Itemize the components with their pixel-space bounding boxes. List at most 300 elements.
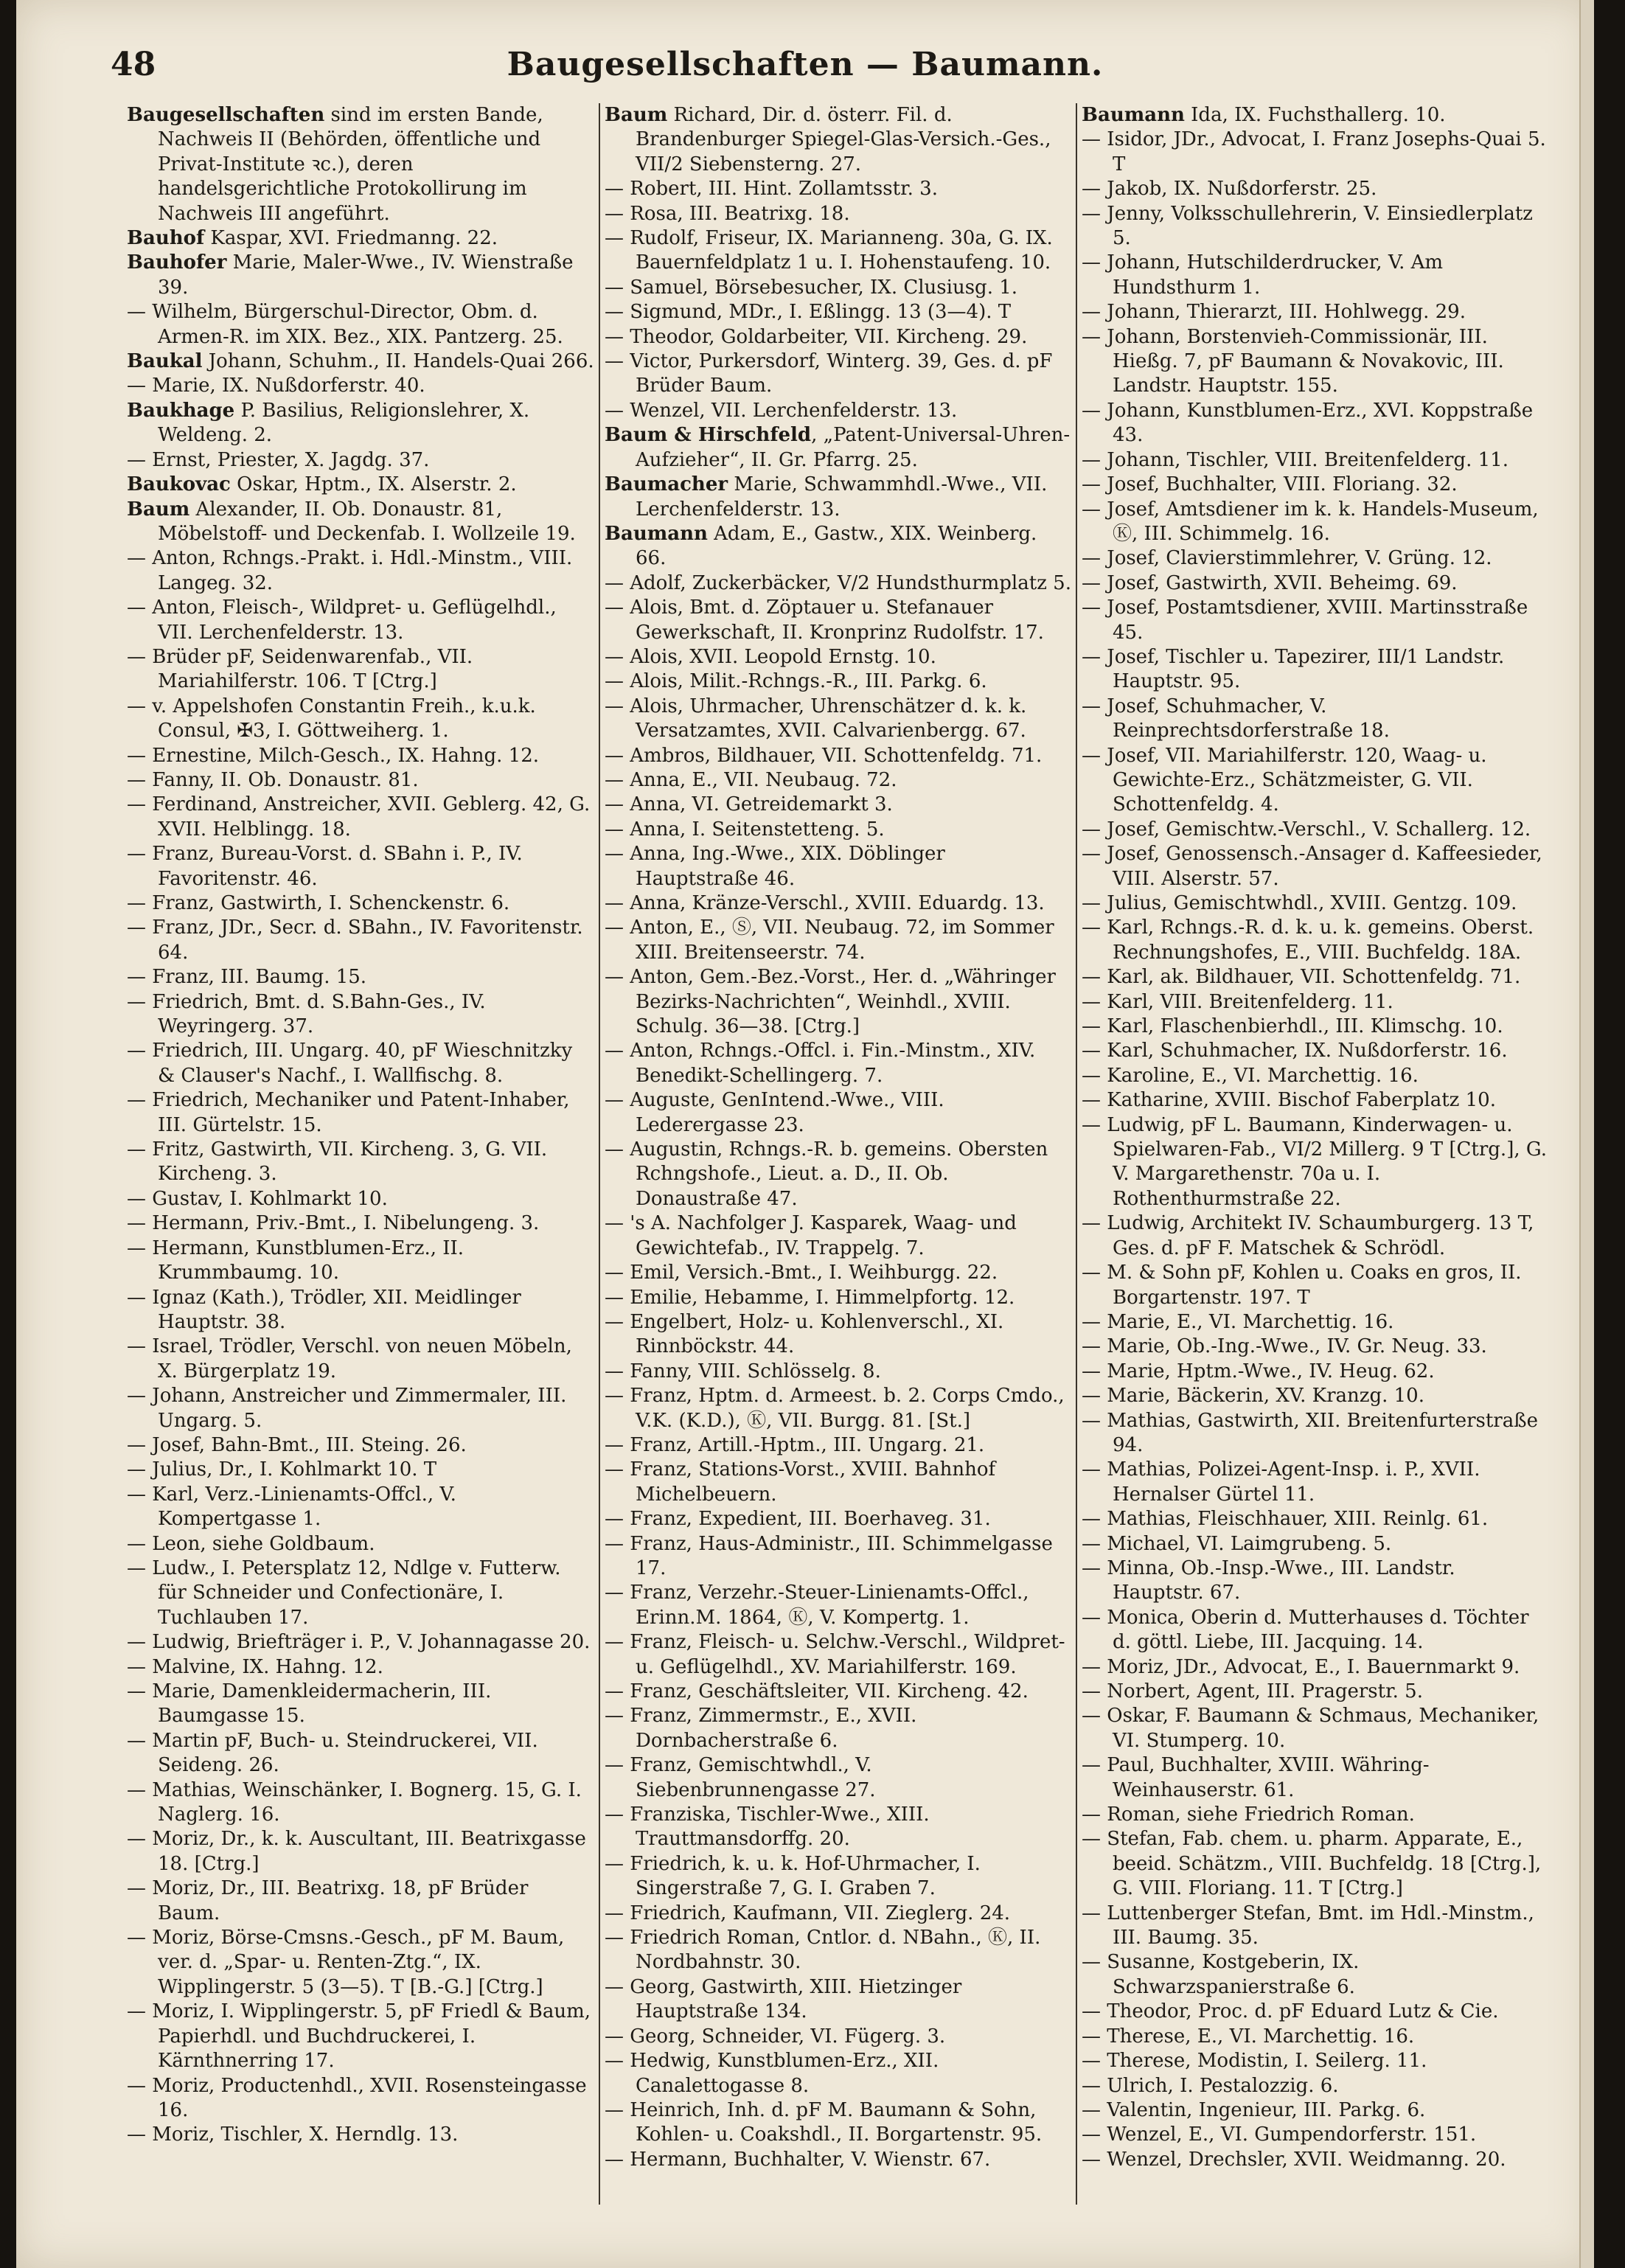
entry-text: — Friedrich, Bmt. d. S.Bahn-Ges., IV. Weyringerg. 37.: [127, 990, 486, 1038]
directory-page: [16, 0, 1594, 2268]
directory-entry: [605, 325, 1073, 349]
directory-entry: [1082, 1409, 1550, 1458]
directory-entry: [605, 202, 1073, 226]
entry-text: — Adolf, Zuckerbäcker, V/2 Hundsthurmplatz 5.: [605, 571, 1071, 594]
directory-entry: [1082, 128, 1550, 177]
directory-entry: [605, 1458, 1073, 1507]
entry-text: — Michael, VI. Laimgrubeng. 5.: [1082, 1532, 1392, 1555]
directory-entry: [605, 2098, 1073, 2148]
entry-text: Oskar, Hptm., IX. Alserstr. 2.: [230, 473, 517, 496]
entry-text: — Karoline, E., VI. Marchettig. 16.: [1082, 1064, 1419, 1087]
directory-entry: [1082, 1950, 1550, 2000]
entry-text: — Ludwig, pF L. Baumann, Kinderwagen- u. Spielwaren-Fab., VI/2 Millerg. 9 T [Ctrg.], G. V. Margarethenstr. 70a u. I. Rothenthurmstraße 22.: [1082, 1113, 1547, 1210]
entry-text: — Franz, Haus-Administr., III. Schimmelgasse 17.: [605, 1532, 1053, 1579]
directory-entry: [1082, 1680, 1550, 1704]
directory-entry: [1082, 498, 1550, 547]
entry-text: — Josef, Schuhmacher, V. Reinprechtsdorferstraße 18.: [1082, 695, 1390, 742]
entry-text: — Marie, Damenkleidermacherin, III. Baumgasse 15.: [127, 1680, 492, 1728]
directory-entry: [127, 399, 595, 448]
entry-text: — Israel, Trödler, Verschl. von neuen Möbeln, X. Bürgerplatz 19.: [127, 1335, 572, 1382]
directory-entry: [605, 300, 1073, 324]
directory-entry: [1082, 1088, 1550, 1113]
page-header: [16, 46, 1594, 90]
entry-surname: Baumann: [1082, 104, 1185, 126]
entry-text: — Moriz, I. Wipplingerstr. 5, pF Friedl & Baum, Papierhdl. und Buchdruckerei, I. Kärnthnerring 17.: [127, 2000, 591, 2073]
directory-entry: [605, 965, 1073, 1039]
directory-entry: [605, 571, 1073, 596]
entry-surname: Baum & Hirschfeld: [605, 424, 812, 447]
directory-entry: [127, 2000, 595, 2073]
directory-entry: [127, 1680, 595, 1729]
entry-text: — Wenzel, E., VI. Gumpendorferstr. 151.: [1082, 2123, 1477, 2146]
directory-entry: [605, 349, 1073, 399]
entry-text: — Brüder pF, Seidenwarenfab., VII. Mariahilferstr. 106. T [Ctrg.]: [127, 645, 473, 693]
entry-text: — Moriz, Productenhdl., XVII. Rosensteingasse 16.: [127, 2074, 587, 2121]
entry-text: — Jenny, Volksschullehrerin, V. Einsiedlerplatz 5.: [1082, 202, 1534, 250]
directory-entry: [127, 1532, 595, 1556]
directory-entry: [605, 1753, 1073, 1803]
entry-text: — Ignaz (Kath.), Trödler, XII. Meidlinger Hauptstr. 38.: [127, 1286, 521, 1333]
directory-entry: [1082, 1015, 1550, 1039]
directory-entry: [605, 2148, 1073, 2172]
directory-entry: [605, 1680, 1073, 1704]
directory-entry: [605, 1630, 1073, 1680]
directory-entry: [605, 226, 1073, 276]
entry-text: — Anna, Kränze-Verschl., XVIII. Eduardg. 13.: [605, 892, 1045, 914]
directory-entry: [1082, 1704, 1550, 1753]
directory-entry: [1082, 399, 1550, 448]
entry-text: — Georg, Gastwirth, XIII. Hietzinger Hauptstraße 134.: [605, 1975, 962, 2023]
directory-entry: [1082, 300, 1550, 324]
entry-text: — M. & Sohn pF, Kohlen u. Coaks en gros, II. Borgartenstr. 197. T: [1082, 1262, 1522, 1309]
entry-text: — Ambros, Bildhauer, VII. Schottenfeldg. 71.: [605, 744, 1043, 767]
directory-entry: [127, 1778, 595, 1828]
directory-entry: [605, 1088, 1073, 1138]
entry-text: — Anna, Ing.-Wwe., XIX. Döblinger Hauptstraße 46.: [605, 843, 945, 890]
entry-text: — Franz, Artill.-Hptm., III. Ungarg. 21.: [605, 1433, 985, 1456]
directory-entry: [605, 596, 1073, 645]
entry-text: — Alois, Milit.-Rchngs.-R., III. Parkg. 6.: [605, 670, 987, 693]
directory-entry: [1082, 2123, 1550, 2147]
entry-text: — Rosa, III. Beatrixg. 18.: [605, 202, 850, 225]
directory-entry: [605, 744, 1073, 768]
directory-entry: [1082, 177, 1550, 201]
directory-entry: [1082, 1064, 1550, 1088]
entry-text: , „Patent-Universal-Uhren-Aufzieher“, II. Gr. Pfarrg. 25.: [636, 424, 1071, 471]
entry-text: — Alois, XVII. Leopold Ernstg. 10.: [605, 645, 936, 668]
entry-text: — Friedrich, Kaufmann, VII. Zieglerg. 24.: [605, 1902, 1011, 1924]
entry-text: — Gustav, I. Kohlmarkt 10.: [127, 1187, 388, 1210]
directory-entry: [127, 448, 595, 473]
directory-entry: [605, 276, 1073, 300]
directory-entry: [1082, 1507, 1550, 1531]
entry-text: — Johann, Hutschilderdrucker, V. Am Hundsthurm 1.: [1082, 251, 1444, 299]
entry-text: — Victor, Purkersdorf, Winterg. 39, Ges. d. pF Brüder Baum.: [605, 350, 1053, 397]
directory-entry: [605, 1704, 1073, 1753]
entry-text: — Therese, E., VI. Marchettig. 16.: [1082, 2025, 1415, 2048]
directory-entry: [1082, 645, 1550, 695]
directory-entry: [1082, 965, 1550, 989]
entry-text: — Marie, Bäckerin, XV. Kranzg. 10.: [1082, 1385, 1424, 1408]
entry-text: — Mathias, Fleischhauer, XIII. Reinlg. 61.: [1082, 1508, 1489, 1531]
entry-text: — Isidor, JDr., Advocat, I. Franz Josephs-Quai 5. T: [1082, 128, 1546, 175]
directory-entry: [1082, 546, 1550, 571]
directory-entry: [605, 2049, 1073, 2098]
directory-entry: [605, 2025, 1073, 2049]
entry-text: — Franz, JDr., Secr. d. SBahn., IV. Favoritenstr. 64.: [127, 916, 583, 964]
directory-entry: [127, 349, 595, 374]
directory-entry: [127, 1876, 595, 1926]
directory-entry: [1082, 1335, 1550, 1359]
directory-entry: [1082, 2025, 1550, 2049]
directory-entry: [1082, 2049, 1550, 2073]
entry-text: — Wenzel, VII. Lerchenfelderstr. 13.: [605, 399, 958, 422]
entry-text: — Marie, Hptm.-Wwe., IV. Heug. 62.: [1082, 1360, 1435, 1382]
directory-entry: [1082, 744, 1550, 818]
directory-entry: [605, 1360, 1073, 1384]
entry-text: — Josef, Postamtsdiener, XVIII. Martinsstraße 45.: [1082, 596, 1528, 644]
directory-entry: [605, 473, 1073, 522]
entry-text: — Rudolf, Friseur, IX. Marianneng. 30a, G. IX. Bauernfeldplatz 1 u. I. Hohenstaufeng. 10.: [605, 227, 1053, 274]
entry-text: — Johann, Tischler, VIII. Breitenfelderg. 11.: [1082, 448, 1509, 471]
entry-text: — Susanne, Kostgeberin, IX. Schwarzspanierstraße 6.: [1082, 1951, 1360, 1998]
entry-text: — Josef, Amtsdiener im k. k. Handels-Museum, Ⓚ, III. Schimmelg. 16.: [1082, 498, 1539, 545]
entry-text: — Julius, Gemischtwhdl., XVIII. Gentzg. 109.: [1082, 892, 1517, 914]
directory-entry: [605, 916, 1073, 965]
directory-entry: [127, 965, 595, 989]
directory-entry: [127, 744, 595, 768]
directory-entry: [127, 1039, 595, 1088]
directory-entry: [1082, 1532, 1550, 1556]
entry-surname: Baum: [127, 498, 190, 521]
directory-entry: [1082, 2074, 1550, 2098]
entry-text: — Karl, VIII. Breitenfelderg. 11.: [1082, 990, 1393, 1013]
directory-entry: [1082, 596, 1550, 645]
entry-text: — Karl, Schuhmacher, IX. Nußdorferstr. 16.: [1082, 1040, 1508, 1062]
directory-entry: [1082, 916, 1550, 965]
entry-text: — Minna, Ob.-Insp.-Wwe., III. Landstr. Hauptstr. 67.: [1082, 1556, 1455, 1604]
entry-text: — Heinrich, Inh. d. pF M. Baumann & Sohn, Kohlen- u. Coakshdl., II. Borgartenstr. 95.: [605, 2098, 1043, 2146]
entry-text: — Josef, Bahn-Bmt., III. Steing. 26.: [127, 1433, 467, 1456]
entry-text: — Ulrich, I. Pestalozzig. 6.: [1082, 2074, 1339, 2097]
directory-entry: [1082, 571, 1550, 596]
directory-entry: [127, 891, 595, 916]
directory-entry: [1082, 1655, 1550, 1680]
directory-entry: [1082, 1902, 1550, 1951]
entry-text: — Wilhelm, Bürgerschul-Director, Obm. d. Armen-R. im XIX. Bez., XIX. Pantzerg. 25.: [127, 301, 563, 348]
entry-text: — Moriz, Börse-Cmsns.-Gesch., pF M. Baum, ver. d. „Spar- u. Renten-Ztg.“, IX. Wipplingerstr. 5 (3—5). T [B.-G.] [Ctrg.]: [127, 1927, 565, 1998]
entry-text: — Franz, Gemischtwhdl., V. Siebenbrunnengasse 27.: [605, 1754, 876, 1801]
entry-text: — Franz, Bureau-Vorst. d. SBahn i. P., IV. Favoritenstr. 46.: [127, 843, 523, 890]
entry-text: Johann, Schuhm., II. Handels-Quai 266.: [202, 350, 594, 373]
directory-entry: [1082, 695, 1550, 744]
entry-text: Richard, Dir. d. österr. Fil. d. Brandenburger Spiegel-Glas-Versich.-Ges., VII/2 Siebensterng. 27.: [636, 104, 1051, 175]
entry-text: Adam, E., Gastw., XIX. Weinberg. 66.: [636, 522, 1037, 570]
directory-entry: [127, 1729, 595, 1778]
directory-entry: [605, 1507, 1073, 1531]
directory-entry: [605, 1926, 1073, 1975]
directory-entry: [605, 1384, 1073, 1433]
directory-entry: [605, 177, 1073, 201]
entry-text: Alexander, II. Ob. Donaustr. 81, Möbelstoff- und Deckenfab. I. Wollzeile 19.: [158, 498, 576, 545]
directory-entry: [127, 1236, 595, 1286]
entry-text: — Fanny, VIII. Schlösselg. 8.: [605, 1360, 881, 1382]
directory-entry: [127, 645, 595, 695]
entry-text: — Paul, Buchhalter, XVIII. Währing-Weinhauserstr. 61.: [1082, 1754, 1430, 1801]
directory-entry: [605, 891, 1073, 916]
directory-entry: [127, 1655, 595, 1680]
entry-surname: Baugesellschaften: [127, 104, 325, 126]
directory-entry: [1082, 1211, 1550, 1261]
directory-entry: [1082, 891, 1550, 916]
column-divider: [599, 103, 600, 2205]
entry-surname: Baumann: [605, 522, 708, 545]
directory-entry: [127, 1138, 595, 1187]
directory-entry: [1082, 818, 1550, 842]
directory-entry: [1082, 2148, 1550, 2172]
entry-surname: Baukovac: [127, 473, 231, 496]
entry-surname: Baukhage: [127, 399, 235, 422]
directory-entry: [605, 399, 1073, 423]
column-right: [1082, 103, 1550, 2172]
directory-entry: [1082, 990, 1550, 1015]
entry-text: — Malvine, IX. Hahng. 12.: [127, 1655, 383, 1678]
directory-entry: [1082, 103, 1550, 128]
entry-text: — Theodor, Proc. d. pF Eduard Lutz & Cie.: [1082, 2000, 1499, 2023]
directory-entry: [605, 1211, 1073, 1261]
directory-entry: [605, 645, 1073, 669]
directory-entry: [127, 374, 595, 398]
directory-entry: [1082, 251, 1550, 300]
directory-entry: [1082, 842, 1550, 891]
entry-text: — Mathias, Gastwirth, XII. Breitenfurterstraße 94.: [1082, 1409, 1538, 1456]
entry-text: — Anna, VI. Getreidemarkt 3.: [605, 793, 893, 816]
directory-entry: [127, 1384, 595, 1433]
directory-entry: [1082, 1827, 1550, 1901]
entry-text: — Roman, siehe Friedrich Roman.: [1082, 1803, 1415, 1826]
directory-entry: [127, 1458, 595, 1482]
entry-text: — Johann, Borstenvieh-Commissionär, III. Hießg. 7, pF Baumann & Novakovic, III. Landstr. Hauptstr. 155.: [1082, 325, 1504, 397]
entry-text: — Wenzel, Drechsler, XVII. Weidmanng. 20.: [1082, 2148, 1506, 2171]
entry-text: — Franz, Verzehr.-Steuer-Linienamts-Offcl., Erinn.M. 1864, Ⓚ, V. Kompertg. 1.: [605, 1582, 1029, 1629]
entry-text: — Hermann, Priv.-Bmt., I. Nibelungeng. 3.: [127, 1212, 540, 1235]
directory-entry: [605, 818, 1073, 842]
directory-entry: [127, 251, 595, 300]
entry-text: — Hedwig, Kunstblumen-Erz., XII. Canalettogasse 8.: [605, 2050, 939, 2097]
directory-entry: [1082, 1803, 1550, 1827]
entry-text: — Hermann, Kunstblumen-Erz., II. Krummbaumg. 10.: [127, 1236, 464, 1284]
directory-entry: [127, 916, 595, 965]
directory-entry: [127, 103, 595, 226]
entry-text: — Anton, Fleisch-, Wildpret- u. Geflügelhdl., VII. Lerchenfelderstr. 13.: [127, 596, 557, 644]
directory-entry: [1082, 1261, 1550, 1310]
directory-entry: [605, 695, 1073, 744]
column-middle: [605, 103, 1073, 2172]
entry-text: — Moriz, Dr., k. k. Auscultant, III. Beatrixgasse 18. [Ctrg.]: [127, 1828, 586, 1875]
entry-text: — Josef, Gemischtw.-Verschl., V. Schallerg. 12.: [1082, 818, 1531, 841]
entry-surname: Bauhofer: [127, 251, 227, 274]
entry-text: — Alois, Bmt. d. Zöptauer u. Stefanauer Gewerkschaft, II. Kronprinz Rudolfstr. 17.: [605, 596, 1044, 644]
running-title: Baugesellschaften — Baumann.: [507, 46, 1104, 83]
entry-text: — Josef, Tischler u. Tapezirer, III/1 Landstr. Hauptstr. 95.: [1082, 645, 1505, 693]
entry-text: — Ernestine, Milch-Gesch., IX. Hahng. 12.: [127, 744, 540, 767]
directory-entry: [127, 1483, 595, 1532]
directory-entry: [1082, 1606, 1550, 1655]
entry-text: — Johann, Kunstblumen-Erz., XVI. Koppstraße 43.: [1082, 399, 1534, 447]
entry-text: — Samuel, Börsebesucher, IX. Clusiusg. 1.: [605, 276, 1018, 299]
directory-entry: [605, 768, 1073, 793]
entry-text: — Marie, Ob.-Ing.-Wwe., IV. Gr. Neug. 33.: [1082, 1335, 1487, 1358]
entry-text: — Robert, III. Hint. Zollamtsstr. 3.: [605, 178, 938, 201]
entry-text: — Ludwig, Briefträger i. P., V. Johannagasse 20.: [127, 1631, 591, 1654]
entry-text: — Johann, Anstreicher und Zimmermaler, III. Ungarg. 5.: [127, 1385, 567, 1432]
directory-entry: [127, 842, 595, 891]
entry-text: — Monica, Oberin d. Mutterhauses d. Töchter d. göttl. Liebe, III. Jacquing. 14.: [1082, 1606, 1529, 1654]
entry-text: — Sigmund, MDr., I. Eßlingg. 13 (3—4). T: [605, 301, 1012, 324]
directory-entry: [605, 1039, 1073, 1088]
entry-text: — Friedrich Roman, Cntlor. d. NBahn., Ⓚ, II. Nordbahnstr. 30.: [605, 1927, 1041, 1974]
directory-entry: [605, 1902, 1073, 1926]
entry-text: — Anna, E., VII. Neubaug. 72.: [605, 768, 897, 791]
entry-text: — Franz, Hptm. d. Armeest. b. 2. Corps Cmdo., V.K. (K.D.), Ⓚ, VII. Burgg. 81. [St.]: [605, 1385, 1065, 1432]
directory-entry: [605, 842, 1073, 891]
directory-entry: [1082, 473, 1550, 497]
entry-text: — Franz, Expedient, III. Boerhaveg. 31.: [605, 1508, 991, 1531]
column-left: [127, 103, 595, 2148]
directory-entry: [127, 1335, 595, 1384]
directory-entry: [1082, 448, 1550, 473]
entry-text: — Friedrich, Mechaniker und Patent-Inhaber, III. Gürtelstr. 15.: [127, 1089, 570, 1136]
directory-entry: [605, 1310, 1073, 1360]
entry-text: — Leon, siehe Goldbaum.: [127, 1532, 375, 1555]
entry-text: — Luttenberger Stefan, Bmt. im Hdl.-Minstm., III. Baumg. 35.: [1082, 1902, 1534, 1949]
entry-text: — Emil, Versich.-Bmt., I. Weihburgg. 22.: [605, 1262, 998, 1284]
entry-text: — Franz, Fleisch- u. Selchw.-Verschl., Wildpret- u. Geflügelhdl., XV. Mariahilferstr. 169.: [605, 1631, 1065, 1678]
directory-entry: [605, 669, 1073, 694]
directory-entry: [127, 1211, 595, 1236]
entry-text: — Ferdinand, Anstreicher, XVII. Geblerg. 42, G. XVII. Helblingg. 18.: [127, 793, 591, 841]
entry-text: — Marie, E., VI. Marchettig. 16.: [1082, 1310, 1394, 1333]
directory-entry: [1082, 1039, 1550, 1063]
entry-text: — Alois, Uhrmacher, Uhrenschätzer d. k. k. Versatzamtes, XVII. Calvarienbergg. 67.: [605, 695, 1027, 742]
directory-entry: [605, 1532, 1073, 1582]
directory-entry: [127, 546, 595, 596]
entry-text: — Moriz, Tischler, X. Herndlg. 13.: [127, 2123, 459, 2146]
directory-entry: [127, 695, 595, 744]
entry-text: — Oskar, F. Baumann & Schmaus, Mechaniker, VI. Stumperg. 10.: [1082, 1705, 1539, 1752]
entry-text: — Jakob, IX. Nußdorferstr. 25.: [1082, 178, 1377, 201]
entry-text: — Anton, Rchngs.-Prakt. i. Hdl.-Minstm., VIII. Langeg. 32.: [127, 547, 573, 594]
entry-text: — Fanny, II. Ob. Donaustr. 81.: [127, 768, 419, 791]
entry-text: — Franziska, Tischler-Wwe., XIII. Trauttmansdorffg. 20.: [605, 1803, 930, 1851]
directory-entry: [605, 1261, 1073, 1285]
entry-text: — Josef, Gastwirth, XVII. Beheimg. 69.: [1082, 571, 1458, 594]
entry-text: — Franz, Gastwirth, I. Schenckenstr. 6.: [127, 892, 510, 914]
directory-entry: [605, 1286, 1073, 1310]
entry-text: — Augustin, Rchngs.-R. b. gemeins. Obersten Rchngshofe., Lieut. a. D., II. Ob. Donaustraße 47.: [605, 1138, 1048, 1210]
entry-text: P. Basilius, Religionslehrer, X. Weldeng. 2.: [158, 399, 530, 447]
entry-text: — Karl, ak. Bildhauer, VII. Schottenfeldg. 71.: [1082, 966, 1521, 989]
entry-text: — Franz, Stations-Vorst., XVIII. Bahnhof Michelbeuern.: [605, 1458, 996, 1506]
entry-surname: Baumacher: [605, 473, 728, 496]
entry-text: — v. Appelshofen Constantin Freih., k.u.k. Consul, ✠3, I. Göttweiherg. 1.: [127, 695, 536, 742]
entry-text: — Stefan, Fab. chem. u. pharm. Apparate, E., beeid. Schätzm., VIII. Buchfeldg. 18 [Ctrg.], G. VIII. Floriang. 11. T [Ctrg.]: [1082, 1828, 1542, 1900]
directory-entry: [1082, 202, 1550, 251]
directory-entry: [1082, 325, 1550, 399]
entry-text: — Josef, VII. Mariahilferstr. 120, Waag- u. Gewichte-Erz., Schätzmeister, G. VII. Schottenfeldg. 4.: [1082, 744, 1487, 816]
entry-text: — Julius, Dr., I. Kohlmarkt 10. T: [127, 1458, 437, 1481]
directory-entry: [1082, 1458, 1550, 1507]
entry-text: — Moriz, JDr., Advocat, E., I. Bauernmarkt 9.: [1082, 1655, 1520, 1678]
entry-text: Marie, Maler-Wwe., IV. Wienstraße 39.: [158, 251, 574, 299]
entry-text: — Mathias, Polizei-Agent-Insp. i. P., XVII. Hernalser Gürtel 11.: [1082, 1458, 1480, 1506]
entry-text: — Theodor, Goldarbeiter, VII. Kircheng. 29.: [605, 325, 1028, 348]
directory-entry: [127, 1630, 595, 1655]
entry-text: — Emilie, Hebamme, I. Himmelpfortg. 12.: [605, 1286, 1015, 1309]
directory-entry: [127, 498, 595, 547]
entry-text: — Martin pF, Buch- u. Steindruckerei, VII. Seideng. 26.: [127, 1729, 538, 1777]
entry-text: — Moriz, Dr., III. Beatrixg. 18, pF Brüder Baum.: [127, 1877, 529, 1924]
entry-text: — Josef, Genossensch.-Ansager d. Kaffeesieder, VIII. Alserstr. 57.: [1082, 843, 1542, 890]
entry-surname: Bauhof: [127, 227, 205, 250]
directory-entry: [127, 300, 595, 349]
directory-entry: [605, 1852, 1073, 1902]
entry-text: — Franz, Geschäftsleiter, VII. Kircheng. 42.: [605, 1680, 1029, 1702]
directory-entry: [1082, 1384, 1550, 1408]
entry-text: sind im ersten Bande, Nachweis II (Behörden, öffentliche und Privat-Institute ꝛc.), deren handelsgerichtliche Protokollirung im Nachweis III angeführt.: [158, 104, 543, 225]
entry-text: — Anna, I. Seitenstetteng. 5.: [605, 818, 885, 841]
entry-text: — Friedrich, k. u. k. Hof-Uhrmacher, I. Singerstraße 7, G. I. Graben 7.: [605, 1852, 981, 1900]
entry-text: — Josef, Buchhalter, VIII. Floriang. 32.: [1082, 473, 1458, 496]
entry-text: — Karl, Verz.-Linienamts-Offcl., V. Kompertgasse 1.: [127, 1483, 456, 1531]
directory-entry: [127, 596, 595, 645]
entry-text: — Georg, Schneider, VI. Fügerg. 3.: [605, 2025, 946, 2048]
entry-text: — Therese, Modistin, I. Seilerg. 11.: [1082, 2050, 1427, 2073]
directory-entry: [605, 423, 1073, 473]
entry-surname: Baum: [605, 104, 668, 126]
directory-entry: [605, 1975, 1073, 2025]
entry-text: — Engelbert, Holz- u. Kohlenverschl., XI. Rinnböckstr. 44.: [605, 1310, 1004, 1358]
directory-entry: [127, 1926, 595, 2000]
entry-text: — Friedrich, III. Ungarg. 40, pF Wieschnitzky & Clauser's Nachf., I. Wallfischg. 8.: [127, 1040, 573, 1087]
directory-entry: [1082, 1310, 1550, 1335]
directory-entry: [127, 226, 595, 251]
directory-entry: [127, 793, 595, 842]
directory-entry: [127, 990, 595, 1040]
entry-text: — Fritz, Gastwirth, VII. Kircheng. 3, G. VII. Kircheng. 3.: [127, 1138, 548, 1186]
directory-entry: [127, 768, 595, 793]
directory-entry: [127, 1286, 595, 1335]
directory-entry: [1082, 1113, 1550, 1212]
directory-entry: [1082, 2000, 1550, 2024]
directory-entry: [127, 1827, 595, 1876]
directory-entry: [127, 1556, 595, 1630]
directory-entry: [605, 1581, 1073, 1630]
entry-text: — Mathias, Weinschänker, I. Bognerg. 15, G. I. Naglerg. 16.: [127, 1778, 582, 1826]
entry-text: — Marie, IX. Nußdorferstr. 40.: [127, 375, 425, 397]
entry-text: — Anton, Gem.-Bez.-Vorst., Her. d. „Währinger Bezirks-Nachrichten“, Weinhdl., XVIII. Schulg. 36—38. [Ctrg.]: [605, 966, 1056, 1038]
entry-text: — Franz, III. Baumg. 15.: [127, 966, 367, 989]
entry-text: — Karl, Flaschenbierhdl., III. Klimschg. 10.: [1082, 1015, 1503, 1038]
entry-text: — Ludwig, Architekt IV. Schaumburgerg. 13 T, Ges. d. pF F. Matschek & Schrödl.: [1082, 1212, 1534, 1259]
directory-entry: [605, 103, 1073, 177]
directory-entry: [605, 522, 1073, 571]
entry-text: — Katharine, XVIII. Bischof Faberplatz 10.: [1082, 1089, 1496, 1112]
entry-text: — 's A. Nachfolger J. Kasparek, Waag- und Gewichtefab., IV. Trappelg. 7.: [605, 1212, 1017, 1259]
entry-text: — Valentin, Ingenieur, III. Parkg. 6.: [1082, 2098, 1426, 2121]
entry-text: — Josef, Clavierstimmlehrer, V. Grüng. 12.: [1082, 547, 1492, 570]
directory-entry: [127, 1433, 595, 1458]
